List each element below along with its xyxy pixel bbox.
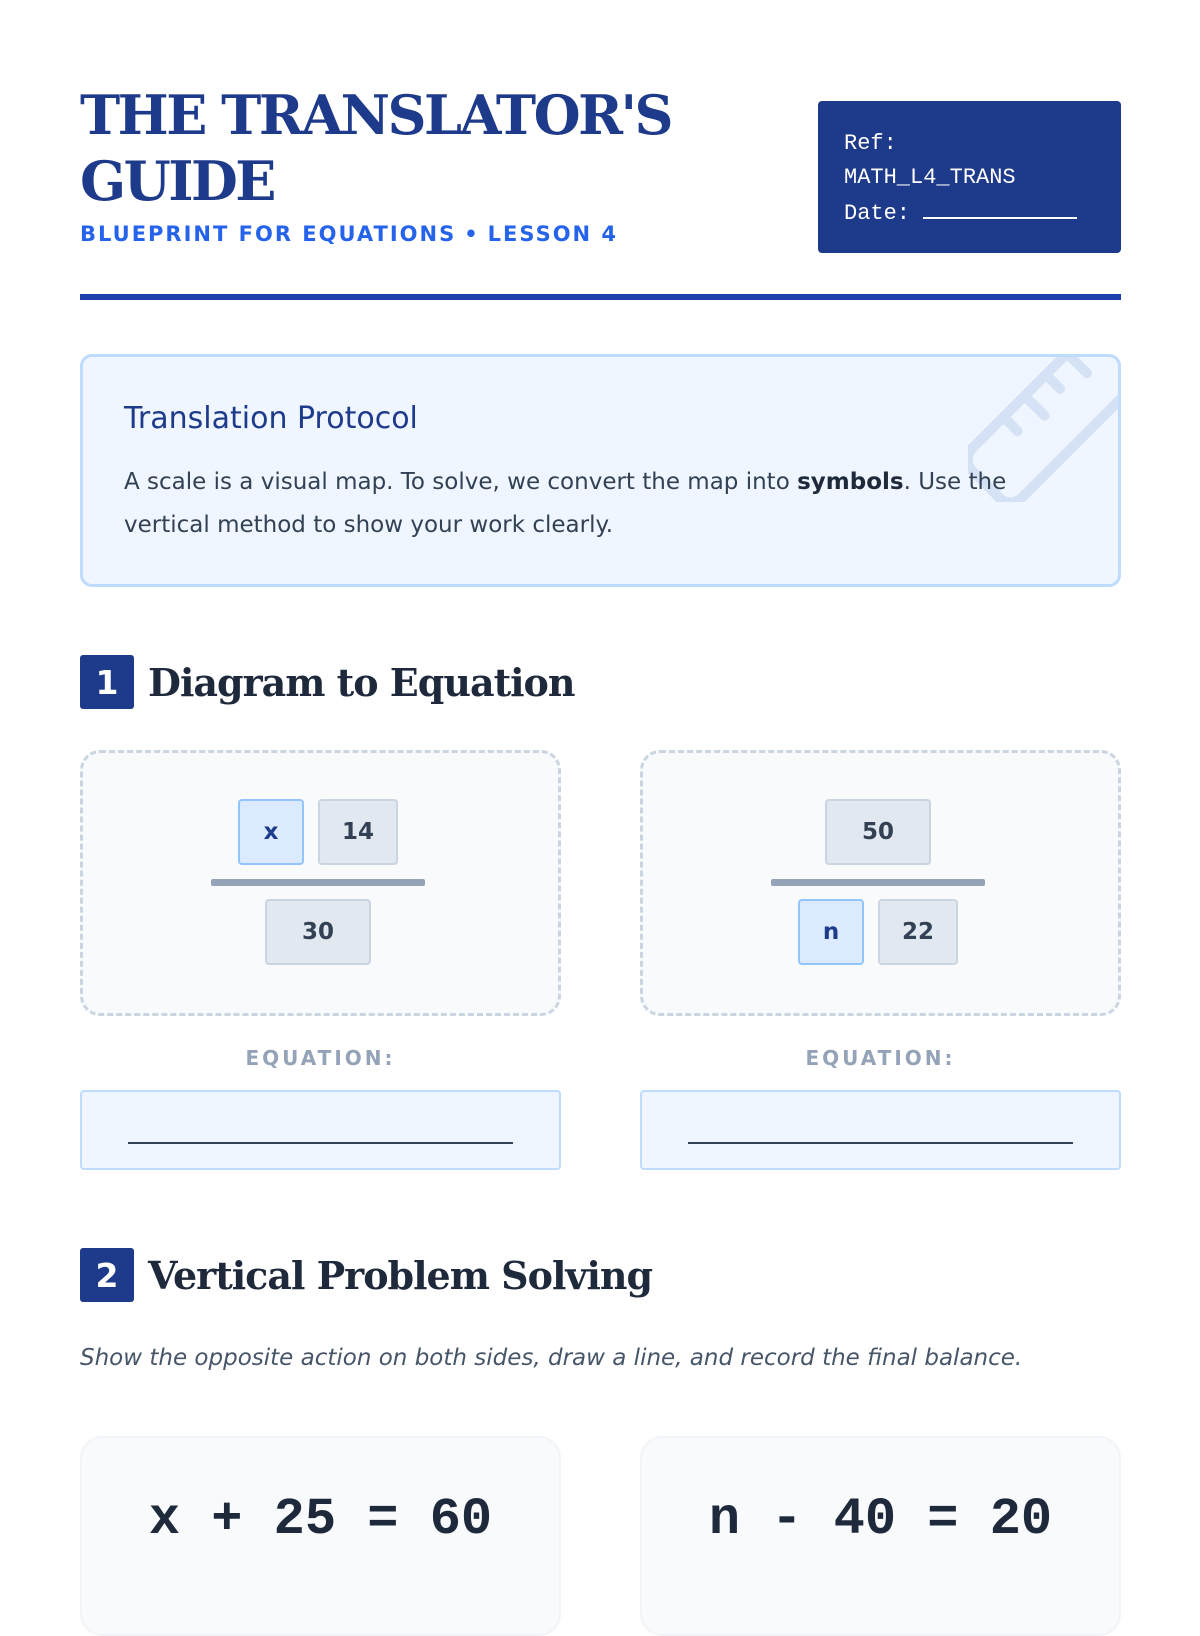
protocol-text-bold: symbols	[797, 469, 904, 495]
scale-diagram-1	[80, 750, 561, 1016]
constant-tile-14: 14	[318, 799, 398, 865]
problem-card-2[interactable]	[640, 1436, 1121, 1636]
reference-box	[818, 101, 1121, 253]
balance-beam	[211, 879, 425, 886]
title-line-1: THE TRANSLATOR'S	[80, 83, 672, 147]
section-1-number: 1	[80, 655, 134, 709]
variable-tile-n: n	[798, 899, 864, 965]
section-2-number: 2	[80, 1248, 134, 1302]
problem-equation-2: n - 40 = 20	[708, 1490, 1053, 1549]
page-title	[80, 82, 720, 214]
date-label: Date:	[844, 201, 911, 226]
equation-answer-field-2[interactable]	[640, 1090, 1121, 1170]
protocol-callout	[80, 354, 1121, 587]
protocol-text	[124, 461, 1064, 547]
subtitle-topic: BLUEPRINT FOR EQUATIONS	[80, 222, 457, 246]
protocol-text-end: . Use the vertical method to show your work clearly.	[124, 469, 1007, 538]
ref-label: Ref:	[844, 131, 897, 156]
answer-line	[688, 1142, 1073, 1144]
page-subtitle	[80, 222, 618, 246]
title-line-2: GUIDE	[80, 149, 274, 213]
equation-label-1: EQUATION:	[245, 1046, 396, 1070]
constant-tile-50: 50	[825, 799, 931, 865]
problem-equation-1: x + 25 = 60	[148, 1490, 493, 1549]
equation-answer-field-1[interactable]	[80, 1090, 561, 1170]
worksheet-page	[80, 0, 1120, 1600]
constant-tile-22: 22	[878, 899, 958, 965]
balance-beam	[771, 879, 985, 886]
date-row	[844, 195, 1095, 231]
subtitle-lesson: LESSON 4	[487, 222, 619, 246]
section-1-heading	[80, 655, 575, 709]
subtitle-separator: •	[464, 222, 480, 246]
protocol-text-start: A scale is a visual map. To solve, we convert the map into	[124, 469, 798, 495]
equation-label-2: EQUATION:	[805, 1046, 956, 1070]
section-1-title: Diagram to Equation	[148, 659, 575, 705]
answer-line	[128, 1142, 513, 1144]
section-2-title: Vertical Problem Solving	[148, 1252, 653, 1298]
problem-card-1[interactable]	[80, 1436, 561, 1636]
ref-value: MATH_L4_TRANS	[844, 165, 1016, 190]
section-2-heading	[80, 1248, 652, 1302]
constant-tile-30: 30	[265, 899, 371, 965]
section-2-instruction: Show the opposite action on both sides, draw a line, and record the final balance.	[80, 1345, 1023, 1371]
scale-diagram-2	[640, 750, 1121, 1016]
protocol-title: Translation Protocol	[124, 401, 418, 436]
header-divider	[80, 294, 1121, 300]
variable-tile-x: x	[238, 799, 304, 865]
date-blank[interactable]	[923, 195, 1077, 219]
